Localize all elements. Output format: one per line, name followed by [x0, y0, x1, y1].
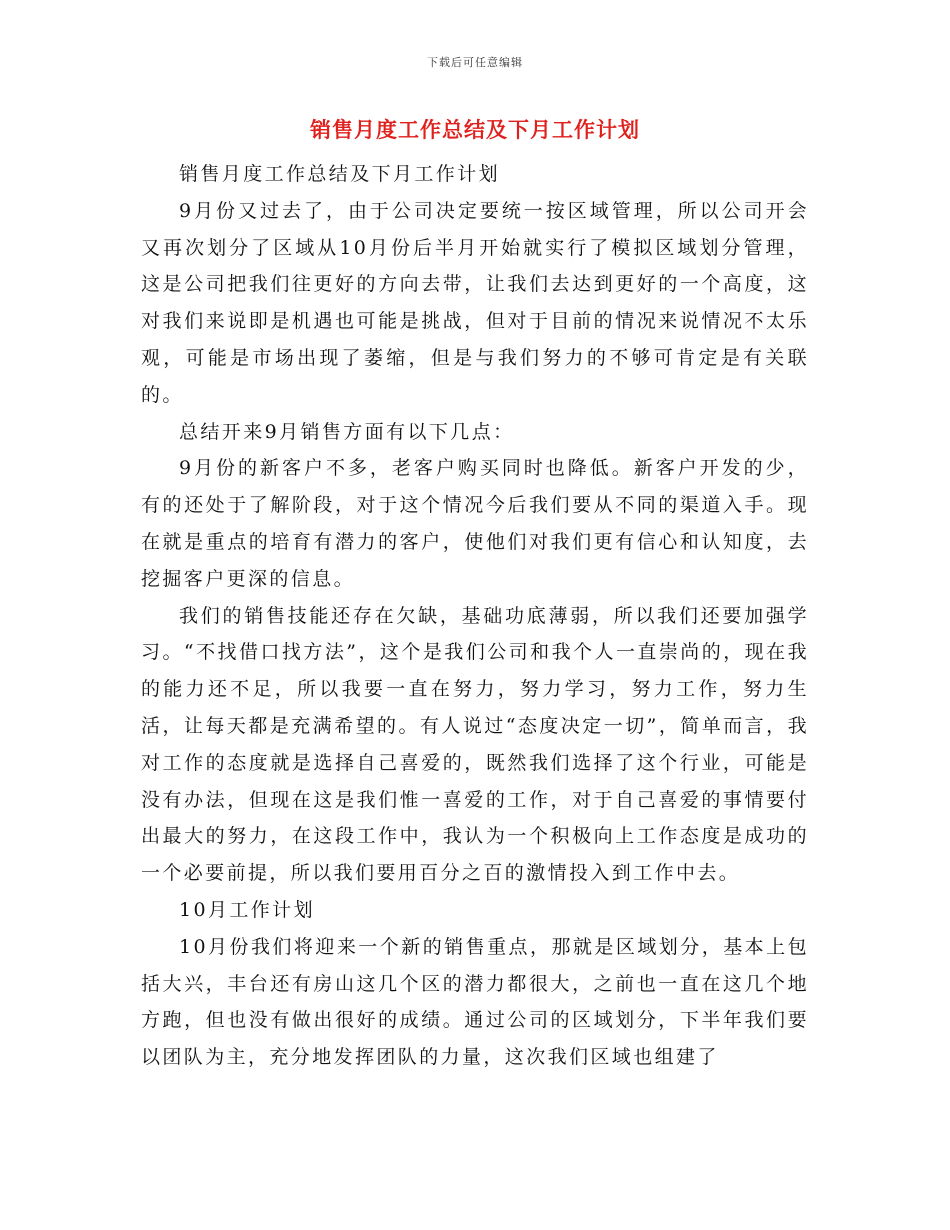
paragraph-skills: 我们的销售技能还存在欠缺，基础功底薄弱，所以我们还要加强学习。“不找借口找方法”，这个是我们公司和我个人一直崇尚的，现在我的能力还不足，所以我要一直在努力，努力学习，努力工作，努力生活，让每天都是充满希望的。有人说过“态度决定一切”，简单而言，我对工作的态度就是选择自己喜爱的，既然我们选择了这个行业，可能是没有办法，但现在这是我们惟一喜爱的工作，对于自己喜爱的事情要付出最大的努力，在这段工作中，我认为一个积极向上工作态度是成功的一个必要前提，所以我们要用百分之百的激情投入到工作中去。: [141, 604, 809, 885]
paragraph-plan-heading: 10月工作计划: [179, 898, 315, 921]
paragraph-summary-heading: 总结开来9月销售方面有以下几点：: [179, 420, 515, 443]
document-body: [141, 156, 809, 1076]
paragraph-customers: 9月份的新客户不多，老客户购买同时也降低。新客户开发的少，有的还处于了解阶段，对于这个情况今后我们要从不同的渠道入手。现在就是重点的培育有潜力的客户，使他们对我们更有信心和认知度，去挖掘客户更深的信息。: [141, 457, 809, 590]
document-title: 销售月度工作总结及下月工作计划: [310, 117, 640, 142]
header-note: 下载后可任意编辑: [427, 56, 523, 69]
paragraph-intro: 9月份又过去了，由于公司决定要统一按区域管理，所以公司开会又再次划分了区域从10月份后半月开始就实行了模拟区域划分管理，这是公司把我们往更好的方向去带，让我们去达到更好的一个高度，这对我们来说即是机遇也可能是挑战，但对于目前的情况来说情况不太乐观，可能是市场出现了萎缩，但是与我们努力的不够可肯定是有关联的。: [141, 199, 809, 406]
paragraph-plan: 10月份我们将迎来一个新的销售重点，那就是区域划分，基本上包括大兴，丰台还有房山这几个区的潜力都很大，之前也一直在这几个地方跑，但也没有做出很好的成绩。通过公司的区域划分，下半年我们要以团队为主，充分地发挥团队的力量，这次我们区域也组建了: [141, 935, 809, 1069]
paragraph-subtitle: 销售月度工作总结及下月工作计划: [179, 163, 501, 185]
